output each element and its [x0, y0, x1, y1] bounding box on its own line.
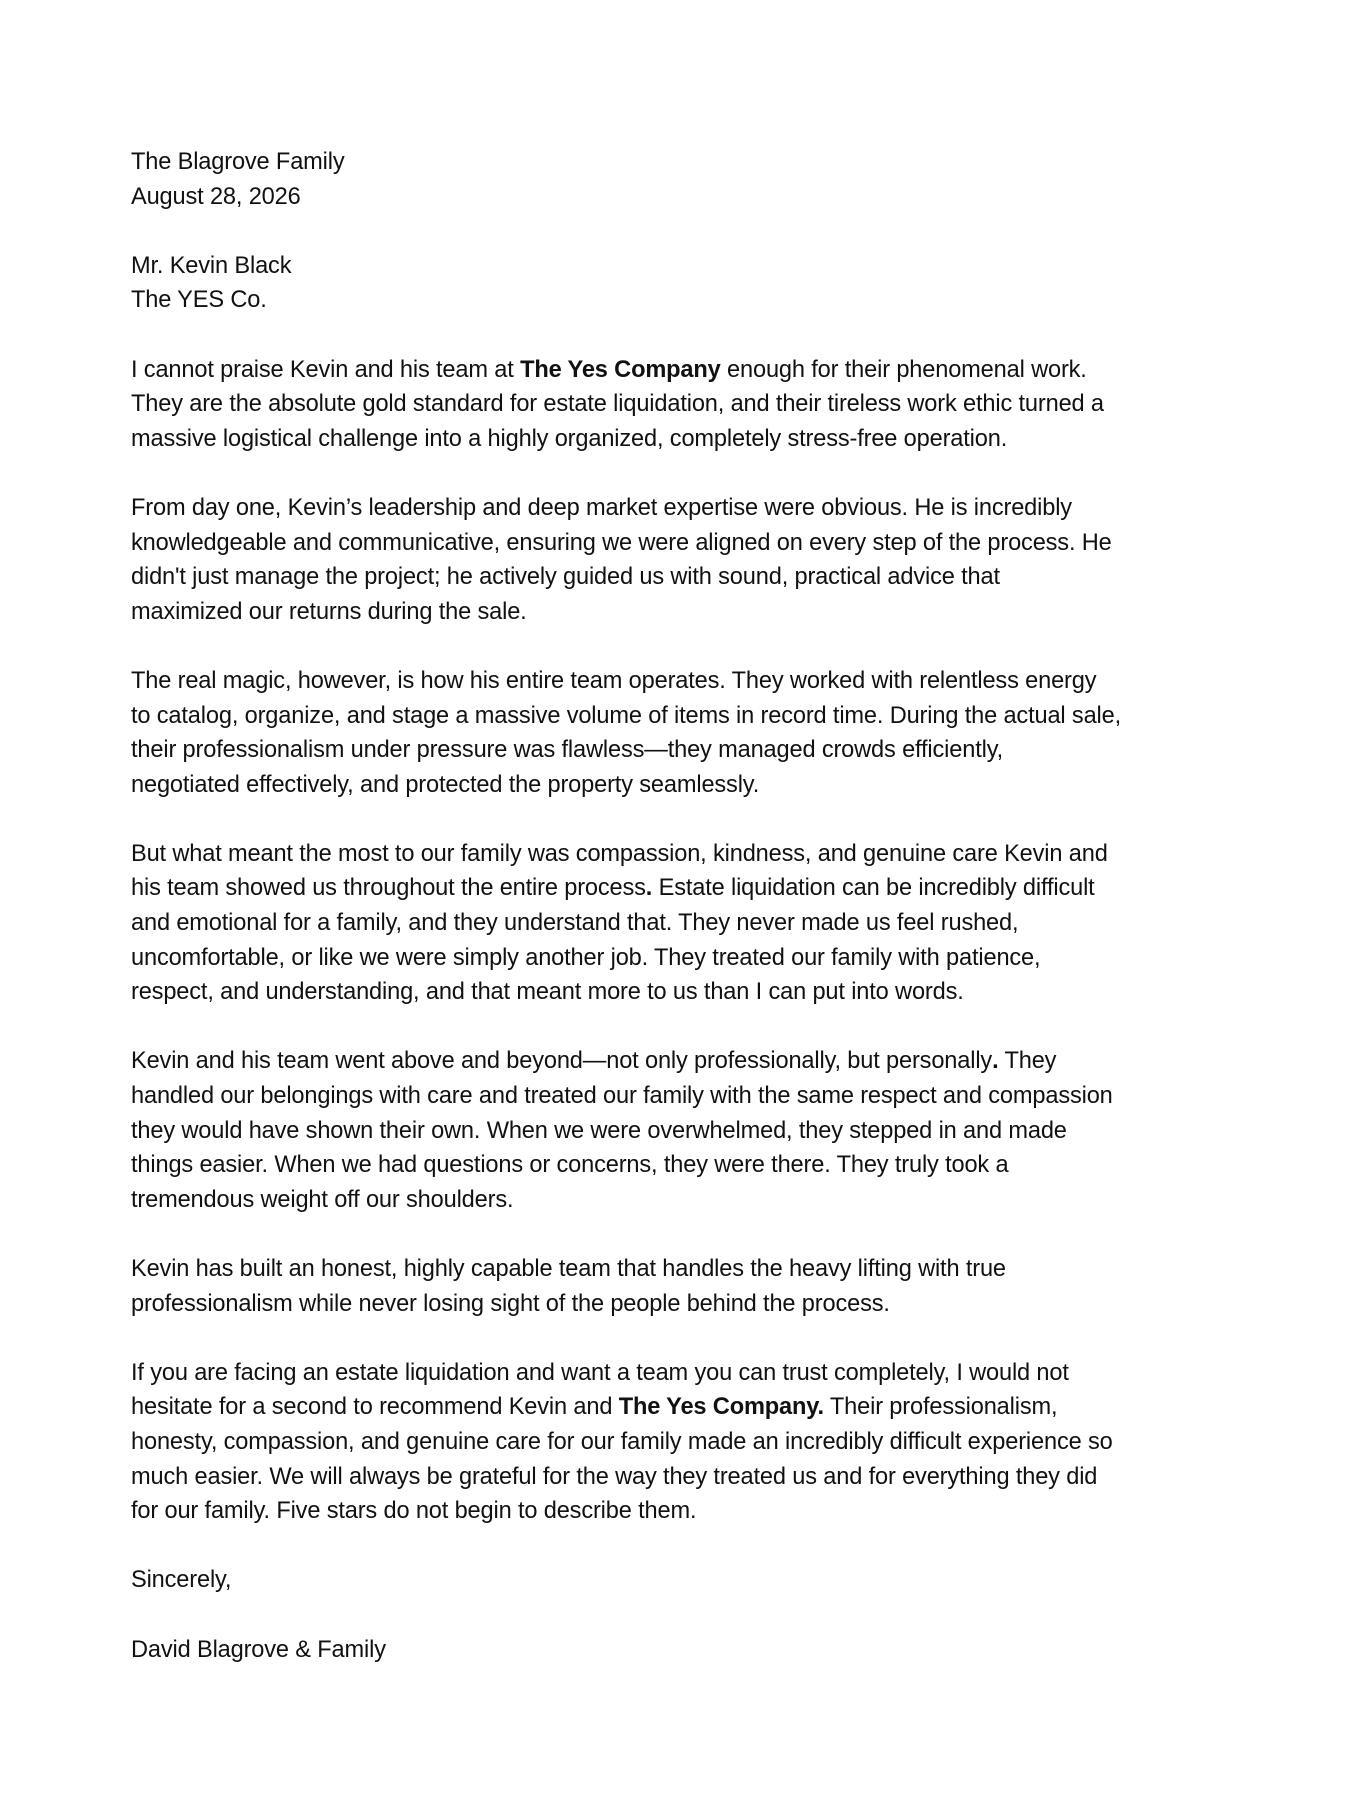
paragraph-line: handled our belongings with care and treated our family with the same respect and compassion — [131, 1083, 1113, 1110]
letter-body — [131, 145, 1251, 1702]
recipient-block — [131, 249, 1251, 318]
paragraph-line: professionalism while never losing sight of the people behind the process. — [131, 1290, 890, 1317]
signature: David Blagrove & Family — [131, 1636, 386, 1663]
company-name-bold: The Yes Company. — [618, 1394, 824, 1421]
paragraph-line — [131, 871, 1251, 906]
paragraph-text: hesitate for a second to recommend Kevin and — [131, 1394, 619, 1421]
paragraph-1 — [131, 353, 1251, 457]
paragraph-line — [131, 1044, 1251, 1079]
paragraph-line: they would have shown their own. When we were overwhelmed, they stepped in and made — [131, 1117, 1067, 1144]
paragraph-text: Kevin and his team went above and beyond—not only professionally, but personally — [131, 1048, 993, 1075]
paragraph-text: enough for their phenomenal work. — [720, 356, 1087, 383]
recipient-company: The YES Co. — [131, 287, 267, 314]
paragraph-text: Their professionalism, — [823, 1394, 1058, 1421]
paragraph-line: tremendous weight off our shoulders. — [131, 1186, 514, 1213]
paragraph-text: They — [998, 1048, 1057, 1075]
paragraph-7 — [131, 1356, 1251, 1529]
paragraph-line: Kevin has built an honest, highly capable team that handles the heavy lifting with true — [131, 1256, 1006, 1282]
paragraph-line — [131, 353, 1251, 388]
paragraph-text: I cannot praise Kevin and his team at — [131, 356, 521, 383]
paragraph-line: respect, and understanding, and that meant more to us than I can put into words. — [131, 979, 964, 1006]
paragraph-line: maximized our returns during the sale. — [131, 598, 527, 625]
paragraph-6 — [131, 1252, 1251, 1321]
paragraph-line: knowledgeable and communicative, ensuring we were aligned on every step of the process. He — [131, 529, 1112, 556]
paragraph-line: didn't just manage the project; he actively guided us with sound, practical advice that — [131, 564, 1000, 591]
sender-block — [131, 145, 1251, 214]
paragraph-line: to catalog, organize, and stage a massive volume of items in record time. During the actual sale, — [131, 702, 1122, 729]
paragraph-line: things easier. When we had questions or concerns, they were there. They truly took a — [131, 1152, 1009, 1179]
bold-period: . — [645, 875, 653, 902]
paragraph-text: Estate liquidation can be incredibly difficult — [652, 875, 1095, 902]
paragraph-line: honesty, compassion, and genuine care for our family made an incredibly difficult experience so — [131, 1428, 1113, 1455]
paragraph-line: uncomfortable, or like we were simply another job. They treated our family with patience, — [131, 944, 1041, 971]
paragraph-line: The real magic, however, is how his entire team operates. They worked with relentless energy — [131, 667, 1097, 694]
paragraph-3 — [131, 664, 1251, 802]
paragraph-line: negotiated effectively, and protected the property seamlessly. — [131, 771, 760, 798]
paragraph-line: But what meant the most to our family was compassion, kindness, and genuine care Kevin and — [131, 840, 1108, 867]
paragraph-2 — [131, 491, 1251, 629]
paragraph-4 — [131, 837, 1251, 1010]
paragraph-line: If you are facing an estate liquidation and want a team you can trust completely, I would not — [131, 1359, 1069, 1386]
closing-salutation: Sincerely, — [131, 1567, 232, 1594]
paragraph-text: his team showed us throughout the entire process — [131, 875, 646, 902]
paragraph-line: much easier. We will always be grateful for the way they treated us and for everything they did — [131, 1463, 1098, 1490]
paragraph-line: massive logistical challenge into a highly organized, completely stress-free operation. — [131, 425, 1008, 452]
paragraph-line: and emotional for a family, and they understand that. They never made us feel rushed, — [131, 910, 1019, 937]
letter-date: August 28, 2026 — [131, 183, 301, 210]
paragraph-line: From day one, Kevin’s leadership and deep market expertise were obvious. He is incredibly — [131, 494, 1072, 521]
company-name-bold: The Yes Company — [520, 356, 721, 383]
paragraph-line: They are the absolute gold standard for estate liquidation, and their tireless work ethic turned a — [131, 391, 1104, 418]
sender-name: The Blagrove Family — [131, 149, 345, 175]
bold-period: . — [992, 1048, 999, 1075]
paragraph-line: for our family. Five stars do not begin to describe them. — [131, 1498, 697, 1525]
paragraph-line — [131, 1390, 1251, 1425]
recipient-name: Mr. Kevin Black — [131, 252, 292, 279]
paragraph-5 — [131, 1044, 1251, 1217]
paragraph-line: their professionalism under pressure was flawless—they managed crowds efficiently, — [131, 737, 1003, 764]
